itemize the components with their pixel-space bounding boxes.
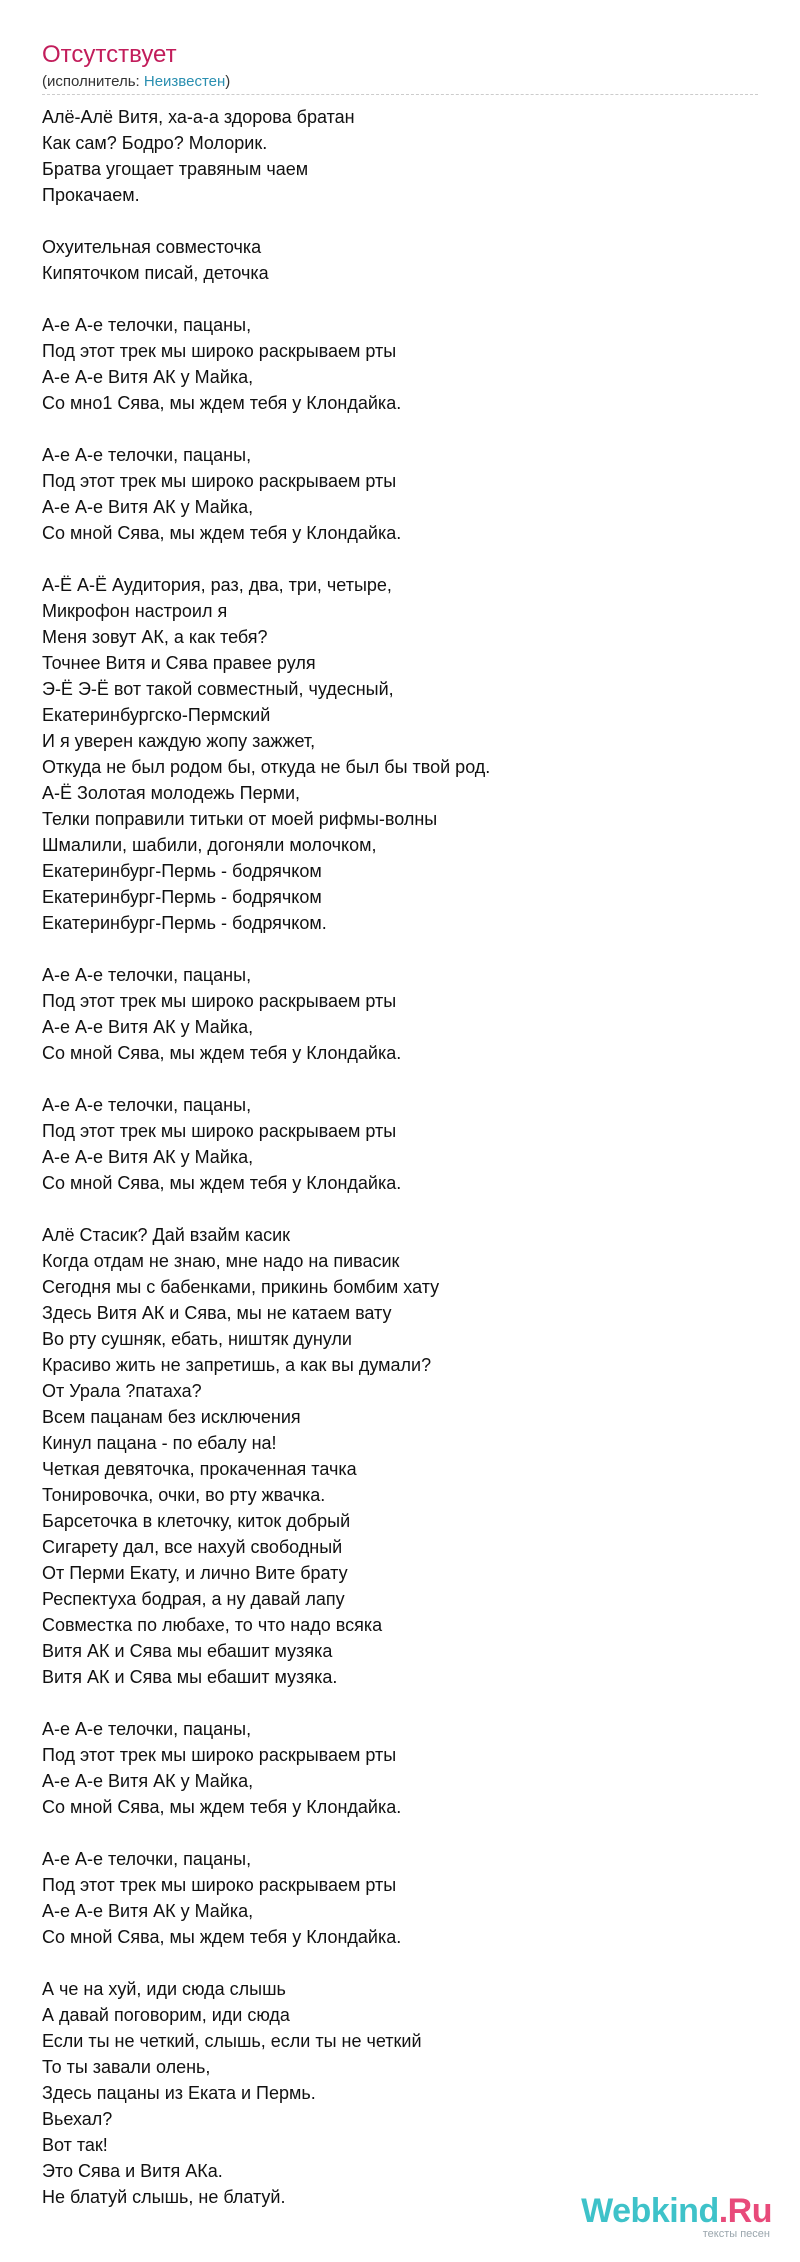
lyrics-line: А-е А-е Витя АК у Майка, xyxy=(42,1901,254,1921)
lyrics-line: А-е А-е Витя АК у Майка, xyxy=(42,367,254,387)
lyrics-line: А че на хуй, иди сюда слышь xyxy=(42,1979,286,1999)
lyrics-line: Совместка по любахе, то что надо всяка xyxy=(42,1615,383,1635)
lyrics-line: А-е А-е Витя АК у Майка, xyxy=(42,1017,254,1037)
lyrics-line: Под этот трек мы широко раскрываем рты xyxy=(42,1745,397,1765)
lyrics-line: Кинул пацана - по ебалу на! xyxy=(42,1433,277,1453)
lyrics-stanza xyxy=(42,962,762,1066)
lyrics-line: Как сам? Бодро? Молорик. xyxy=(42,133,268,153)
lyrics-line: Респектуха бодрая, а ну давай лапу xyxy=(42,1589,345,1609)
lyrics-line: Вьехал? xyxy=(42,2109,113,2129)
lyrics-line: Если ты не четкий, слышь, если ты не четкий xyxy=(42,2031,422,2051)
lyrics-line: Не блатуй слышь, не блатуй. xyxy=(42,2187,286,2207)
lyrics-stanza xyxy=(42,1846,762,1950)
lyrics-line: Шмалили, шабили, догоняли молочком, xyxy=(42,835,377,855)
song-subtitle xyxy=(42,72,758,95)
lyrics-line: Со мной Сява, мы ждем тебя у Клондайка. xyxy=(42,1043,402,1063)
lyrics-line: Откуда не был родом бы, откуда не был бы твой род. xyxy=(42,757,491,777)
lyrics-stanza xyxy=(42,1976,762,2210)
lyrics-line: Алё-Алё Витя, ха-а-а здорова братан xyxy=(42,107,355,127)
lyrics-line: Со мно1 Сява, мы ждем тебя у Клондайка. xyxy=(42,393,402,413)
lyrics-stanza xyxy=(42,572,762,936)
logo-name: Webkind xyxy=(581,2192,719,2230)
lyrics-stanza xyxy=(42,234,762,286)
lyrics-body xyxy=(42,104,762,2236)
lyrics-line: А-е А-е телочки, пацаны, xyxy=(42,1719,252,1739)
lyrics-line: А-Ё А-Ё Аудитория, раз, два, три, четыре, xyxy=(42,575,392,595)
lyrics-line: А-е А-е телочки, пацаны, xyxy=(42,1849,252,1869)
lyrics-line: Во рту сушняк, ебать, ништяк дунули xyxy=(42,1329,352,1349)
lyrics-stanza xyxy=(42,312,762,416)
lyrics-stanza xyxy=(42,1222,762,1690)
lyrics-line: А-е А-е телочки, пацаны, xyxy=(42,965,252,985)
lyrics-line: Со мной Сява, мы ждем тебя у Клондайка. xyxy=(42,1173,402,1193)
lyrics-line: Красиво жить не запретишь, а как вы думали? xyxy=(42,1355,432,1375)
logo-tagline: тексты песен xyxy=(702,2228,770,2240)
lyrics-line: А-е А-е Витя АК у Майка, xyxy=(42,497,254,517)
lyrics-line: Здесь Витя АК и Сява, мы не катаем вату xyxy=(42,1303,392,1323)
lyrics-line: Братва угощает травяным чаем xyxy=(42,159,309,179)
lyrics-line: Прокачаем. xyxy=(42,185,140,205)
lyrics-line: А-е А-е телочки, пацаны, xyxy=(42,315,252,335)
lyrics-line: Сегодня мы с бабенками, прикинь бомбим хату xyxy=(42,1277,440,1297)
lyrics-line: Екатеринбург-Пермь - бодрячком xyxy=(42,861,322,881)
logo-wordmark xyxy=(581,2194,772,2228)
lyrics-line: Екатеринбург-Пермь - бодрячком xyxy=(42,887,322,907)
subtitle-suffix: ) xyxy=(225,73,231,90)
lyrics-line: А-е А-е телочки, пацаны, xyxy=(42,1095,252,1115)
song-title: Отсутствует xyxy=(42,41,177,68)
site-logo[interactable] xyxy=(581,2194,772,2240)
lyrics-line: Под этот трек мы широко раскрываем рты xyxy=(42,1875,397,1895)
lyrics-line: Екатеринбург-Пермь - бодрячком. xyxy=(42,913,327,933)
lyrics-line: Когда отдам не знаю, мне надо на пивасик xyxy=(42,1251,400,1271)
lyrics-line: Кипяточком писай, деточка xyxy=(42,263,269,283)
lyrics-line: А-е А-е Витя АК у Майка, xyxy=(42,1771,254,1791)
lyrics-line: Вот так! xyxy=(42,2135,108,2155)
lyrics-line: От Урала ?патаха? xyxy=(42,1381,202,1401)
lyrics-line: Меня зовут АК, а как тебя? xyxy=(42,627,268,647)
lyrics-line: Точнее Витя и Сява правее руля xyxy=(42,653,316,673)
lyrics-line: От Перми Екату, и лично Вите брату xyxy=(42,1563,348,1583)
logo-tld: .Ru xyxy=(718,2192,772,2230)
subtitle-prefix: (исполнитель: xyxy=(42,73,144,90)
lyrics-line: Алё Стасик? Дай взайм касик xyxy=(42,1225,291,1245)
lyrics-line: Со мной Сява, мы ждем тебя у Клондайка. xyxy=(42,523,402,543)
lyrics-line: Витя АК и Сява мы ебашит музяка xyxy=(42,1641,333,1661)
lyrics-line: Всем пацанам без исключения xyxy=(42,1407,301,1427)
lyrics-line: Барсеточка в клеточку, киток добрый xyxy=(42,1511,351,1531)
lyrics-stanza xyxy=(42,1092,762,1196)
lyrics-line: Охуительная совместочка xyxy=(42,237,262,257)
lyrics-line: Со мной Сява, мы ждем тебя у Клондайка. xyxy=(42,1797,402,1817)
lyrics-line: Телки поправили титьки от моей рифмы-волны xyxy=(42,809,438,829)
lyrics-line: Под этот трек мы широко раскрываем рты xyxy=(42,471,397,491)
song-header xyxy=(42,40,758,95)
lyrics-line: Витя АК и Сява мы ебашит музяка. xyxy=(42,1667,338,1687)
lyrics-line: Здесь пацаны из Еката и Пермь. xyxy=(42,2083,316,2103)
lyrics-line: Это Сява и Витя АКа. xyxy=(42,2161,223,2181)
lyrics-line: А давай поговорим, иди сюда xyxy=(42,2005,290,2025)
lyrics-line: Четкая девяточка, прокаченная тачка xyxy=(42,1459,357,1479)
lyrics-stanza xyxy=(42,1716,762,1820)
lyrics-stanza xyxy=(42,104,762,208)
lyrics-line: Тонировочка, очки, во рту жвачка. xyxy=(42,1485,326,1505)
lyrics-line: А-Ё Золотая молодежь Перми, xyxy=(42,783,301,803)
lyrics-line: Микрофон настроил я xyxy=(42,601,228,621)
lyrics-line: То ты завали олень, xyxy=(42,2057,211,2077)
lyrics-line: Екатеринбургско-Пермский xyxy=(42,705,271,725)
lyrics-stanza xyxy=(42,442,762,546)
lyrics-line: А-е А-е телочки, пацаны, xyxy=(42,445,252,465)
lyrics-line: А-е А-е Витя АК у Майка, xyxy=(42,1147,254,1167)
lyrics-line: Сигарету дал, все нахуй свободный xyxy=(42,1537,343,1557)
lyrics-line: И я уверен каждую жопу зажжет, xyxy=(42,731,316,751)
lyrics-line: Под этот трек мы широко раскрываем рты xyxy=(42,1121,397,1141)
lyrics-line: Со мной Сява, мы ждем тебя у Клондайка. xyxy=(42,1927,402,1947)
lyrics-line: Под этот трек мы широко раскрываем рты xyxy=(42,341,397,361)
artist-link[interactable]: Неизвестен xyxy=(143,73,226,90)
lyrics-line: Э-Ё Э-Ё вот такой совместный, чудесный, xyxy=(42,679,394,699)
lyrics-line: Под этот трек мы широко раскрываем рты xyxy=(42,991,397,1011)
